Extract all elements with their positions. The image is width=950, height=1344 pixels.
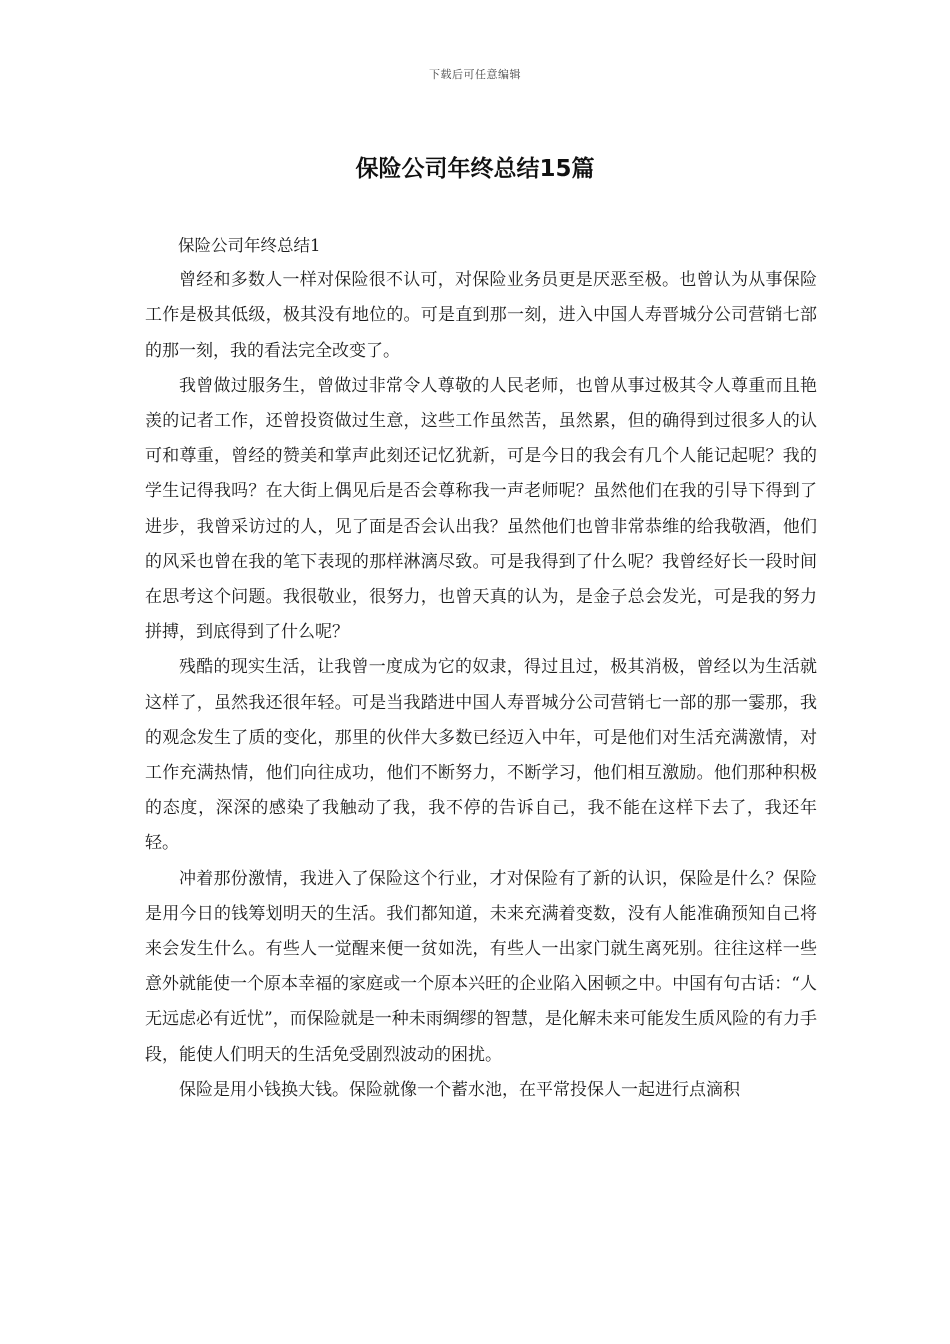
header-note: 下载后可任意编辑	[429, 68, 521, 81]
paragraph: 保险是用小钱换大钱。保险就像一个蓄水池，在平常投保人一起进行点滴积	[179, 1079, 740, 1100]
paragraph: 冲着那份激情，我进入了保险这个行业，才对保险有了新的认识，保险是什么？保险是用今日的钱筹划明天的生活。我们都知道，未来充满着变数，没有人能准确预知自己将来会发生什么。有些人一觉醒来便一贫如洗，有些人一出家门就生离死别。往往这样一些意外就能使一个原本幸福的家庭或一个原本兴旺的企业陷入困顿之中。中国有句古话：“人无远虑必有近忧”，而保险就是一种未雨绸缪的智慧，是化解未来可能发生质风险的有力手段，能使人们明天的生活免受剧烈波动的困扰。	[145, 868, 817, 1065]
section-heading: 保险公司年终总结1	[178, 236, 321, 255]
document-title: 保险公司年终总结15篇	[355, 156, 595, 182]
paragraph: 我曾做过服务生，曾做过非常令人尊敬的人民老师，也曾从事过极其令人尊重而且艳羡的记者工作，还曾投资做过生意，这些工作虽然苦，虽然累，但的确得到过很多人的认可和尊重，曾经的赞美和掌声此刻还记忆犹新，可是今日的我会有几个人能记起呢？我的学生记得我吗？在大街上偶见后是否会尊称我一声老师呢？虽然他们在我的引导下得到了进步，我曾采访过的人，见了面是否会认出我？虽然他们也曾非常恭维的给我敬酒，他们的风采也曾在我的笔下表现的那样淋漓尽致。可是我得到了什么呢？我曾经好长一段时间在思考这个问题。我很敬业，很努力，也曾天真的认为，是金子总会发光，可是我的努力拼搏，到底得到了什么呢？	[145, 375, 817, 643]
paragraph: 曾经和多数人一样对保险很不认可，对保险业务员更是厌恶至极。也曾认为从事保险工作是极其低级，极其没有地位的。可是直到那一刻，进入中国人寿晋城分公司营销七部的那一刻，我的看法完全改变了。	[145, 270, 817, 361]
paragraph: 残酷的现实生活，让我曾一度成为它的奴隶，得过且过，极其消极，曾经以为生活就这样了，虽然我还很年轻。可是当我踏进中国人寿晋城分公司营销七一部的那一霎那，我的观念发生了质的变化，那里的伙伴大多数已经迈入中年，可是他们对生活充满激情，对工作充满热情，他们向往成功，他们不断努力，不断学习，他们相互激励。他们那种积极的态度，深深的感染了我触动了我，我不停的告诉自己，我不能在这样下去了，我还年轻。	[145, 657, 817, 854]
document-body	[145, 228, 817, 1108]
